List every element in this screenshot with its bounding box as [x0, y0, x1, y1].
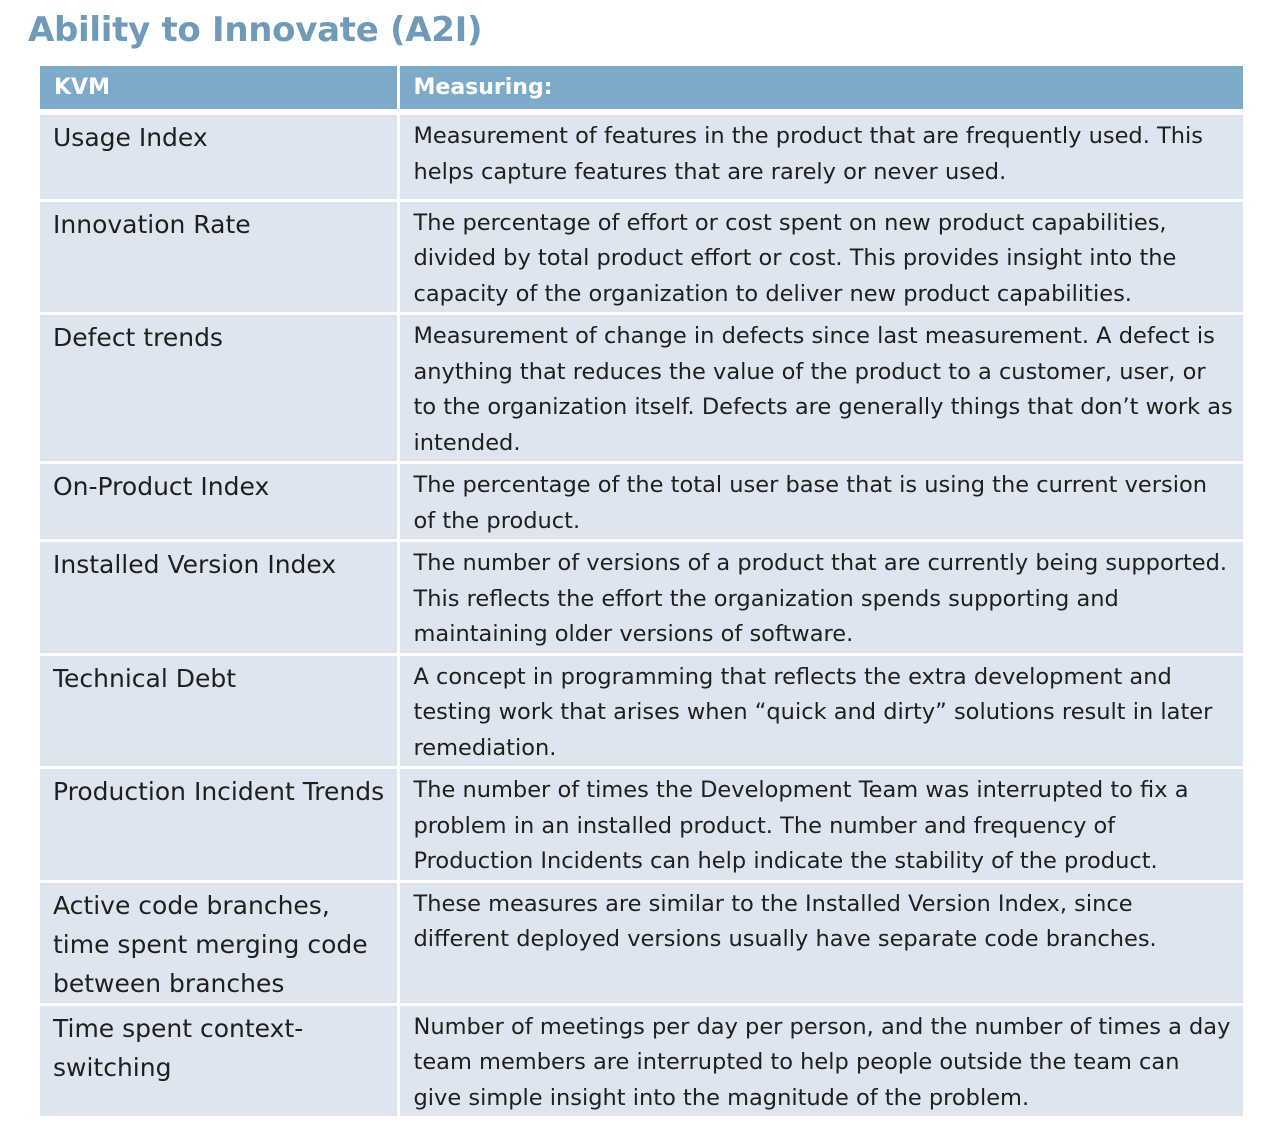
table-row — [40, 112, 1243, 200]
header-kvm: KVM — [40, 66, 398, 112]
header-measuring: Measuring: — [398, 66, 1243, 112]
measuring-cell: The number of times the Development Team was interrupted to fix a problem in an installed product. The number and frequency of Production Incidents can help indicate the stability of the product. — [398, 768, 1243, 882]
kvm-name-cell: Production Incident Trends — [40, 768, 398, 882]
kvm-name-cell: Defect trends — [40, 314, 398, 463]
kvm-name-cell: Active code branches, time spent merging code between branches — [40, 881, 398, 1004]
kvm-name-cell: Innovation Rate — [40, 200, 398, 314]
kvm-table — [40, 66, 1243, 1119]
table-row — [40, 541, 1243, 655]
kvm-name-cell: Time spent context-switching — [40, 1004, 398, 1118]
measuring-cell: Number of meetings per day per person, and the number of times a day team members are interrupted to help people outside the team can give simple insight into the magnitude of the problem. — [398, 1004, 1243, 1118]
kvm-name-cell: On-Product Index — [40, 463, 398, 541]
page-title: Ability to Innovate (A2I) — [28, 10, 483, 50]
table-row — [40, 314, 1243, 463]
measuring-cell: The percentage of effort or cost spent on new product capabilities, divided by total product effort or cost. This provides insight into the capacity of the organization to deliver new product capabilities. — [398, 200, 1243, 314]
measuring-cell: The number of versions of a product that are currently being supported. This reflects the effort the organization spends supporting and maintaining older versions of software. — [398, 541, 1243, 655]
kvm-name-cell: Installed Version Index — [40, 541, 398, 655]
table-row — [40, 768, 1243, 882]
kvm-name-cell: Technical Debt — [40, 654, 398, 768]
table-row — [40, 463, 1243, 541]
table-row — [40, 200, 1243, 314]
measuring-cell: Measurement of change in defects since last measurement. A defect is anything that reduces the value of the product to a customer, user, or to the organization itself. Defects are generally things that don’t work as intended. — [398, 314, 1243, 463]
kvm-name-cell: Usage Index — [40, 112, 398, 200]
measuring-cell: These measures are similar to the Installed Version Index, since different deployed versions usually have separate code branches. — [398, 881, 1243, 1004]
table-row — [40, 654, 1243, 768]
table-row — [40, 1004, 1243, 1118]
measuring-cell: The percentage of the total user base that is using the current version of the product. — [398, 463, 1243, 541]
table-header-row — [40, 66, 1243, 112]
measuring-cell: A concept in programming that reflects the extra development and testing work that arises when “quick and dirty” solutions result in later remediation. — [398, 654, 1243, 768]
table-row — [40, 881, 1243, 1004]
measuring-cell: Measurement of features in the product that are frequently used. This helps capture features that are rarely or never used. — [398, 112, 1243, 200]
